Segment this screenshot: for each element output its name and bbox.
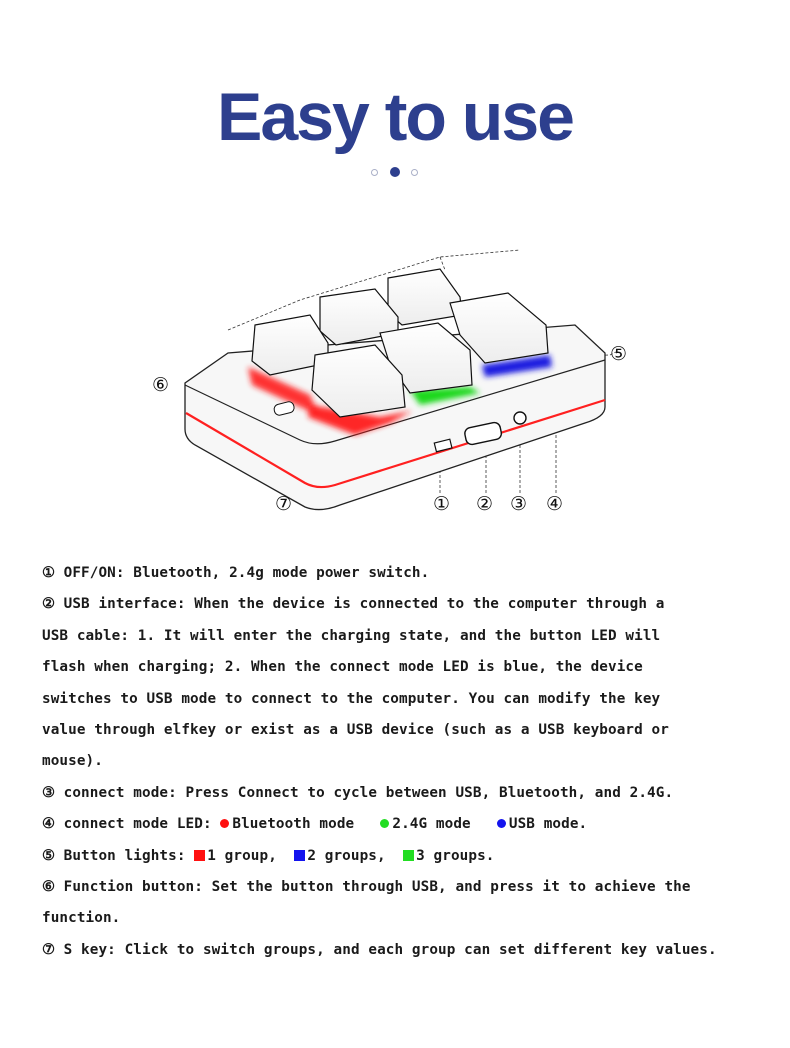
- desc-line: value through elfkey or exist as a USB device (such as a USB keyboard or: [42, 722, 669, 739]
- green-square-icon: [403, 850, 414, 861]
- led-usb: USB mode.: [508, 816, 588, 833]
- carousel-dot[interactable]: [411, 169, 418, 176]
- led-bluetooth: Bluetooth mode: [232, 816, 355, 833]
- led-line: [42, 809, 787, 840]
- callout-6: ⑥: [152, 374, 170, 396]
- desc-line: ⑦ S key: Click to switch groups, and each group can set different key values.: [42, 941, 717, 958]
- callout-7: ⑦: [275, 493, 293, 515]
- carousel-dot[interactable]: [371, 169, 378, 176]
- callout-1: ①: [433, 493, 451, 515]
- lights-group-1: 1 group,: [207, 847, 277, 864]
- led-24g: 2.4G mode: [392, 816, 471, 833]
- blue-square-icon: [294, 850, 305, 861]
- lights-line-prefix: ⑤ Button lights:: [42, 847, 195, 864]
- carousel-dot-active[interactable]: [390, 167, 400, 177]
- desc-line: ⑥ Function button: Set the button through USB, and press it to achieve the: [42, 879, 691, 896]
- description-text: [42, 558, 787, 966]
- desc-line: ③ connect mode: Press Connect to cycle between USB, Bluetooth, and 2.4G.: [42, 784, 674, 801]
- lights-group-2: 2 groups,: [307, 847, 386, 864]
- carousel-dots: [369, 167, 421, 179]
- desc-line: ② USB interface: When the device is connected to the computer through a: [42, 596, 665, 613]
- page-title: Easy to use: [217, 79, 573, 155]
- red-square-icon: [194, 850, 205, 861]
- callout-4: ④: [546, 493, 564, 515]
- desc-line: flash when charging; 2. When the connect mode LED is blue, the device: [42, 659, 643, 676]
- desc-line: switches to USB mode to connect to the computer. You can modify the key: [42, 690, 661, 707]
- led-line-prefix: ④ connect mode LED:: [42, 816, 221, 833]
- lights-group-3: 3 groups.: [416, 847, 495, 864]
- blue-dot-icon: [497, 819, 506, 828]
- keypad-diagram: [140, 235, 640, 525]
- lights-line: [42, 841, 787, 872]
- desc-line: mouse).: [42, 753, 103, 770]
- desc-line: ① OFF/ON: Bluetooth, 2.4g mode power switch.: [42, 565, 430, 581]
- callout-3: ③: [510, 493, 528, 515]
- callout-2: ②: [476, 493, 494, 515]
- desc-line: function.: [42, 910, 121, 927]
- callout-5: ⑤: [610, 343, 628, 365]
- red-dot-icon: [220, 819, 229, 828]
- green-dot-icon: [380, 819, 389, 828]
- desc-line: USB cable: 1. It will enter the charging state, and the button LED will: [42, 627, 661, 644]
